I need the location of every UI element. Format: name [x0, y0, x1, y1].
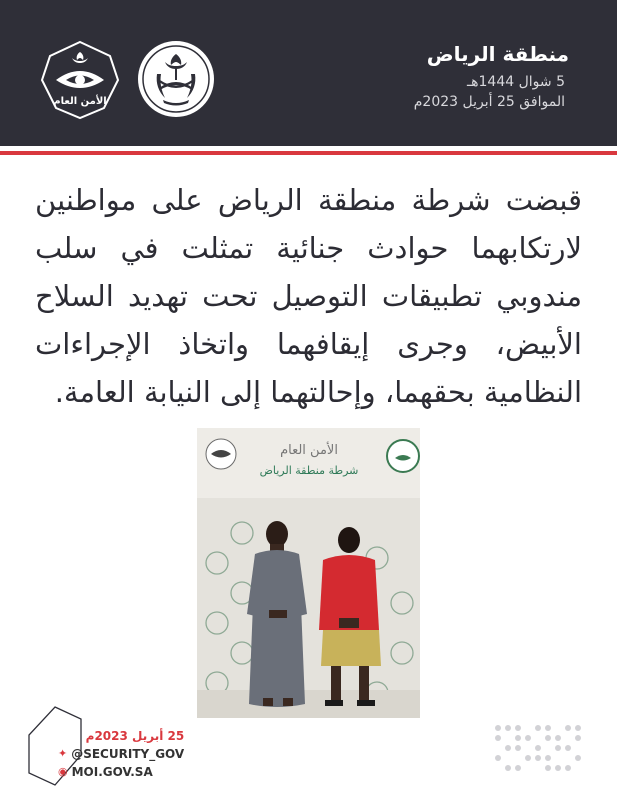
footer-twitter-row[interactable]	[58, 745, 184, 763]
accent-divider	[0, 151, 617, 155]
article-body: قبضت شرطة منطقة الرياض على مواطنين لارتكابهما حوادث جنائية تمثلت في سلب مندوبي تطبيقات التوصيل تحت تهديد السلاح الأبيض، وجرى إيقافهما واتخاذ الإجراءات النظامية بحقهما، وإحالتهما إلى النيابة العامة.	[35, 183, 582, 409]
saudi-emblem-icon	[135, 38, 217, 120]
date-hijri: 5 شوال 1444هـ	[467, 74, 565, 90]
website-url: MOI.GOV.SA	[71, 765, 153, 779]
footer-contact	[58, 727, 184, 781]
svg-text:الأمن العام: الأمن العام	[53, 96, 107, 107]
public-security-logo	[38, 38, 122, 122]
globe-icon: ◉	[58, 765, 68, 778]
svg-text:شرطة منطقة الرياض: شرطة منطقة الرياض	[259, 464, 359, 477]
date-gregorian: الموافق 25 أبريل 2023م	[413, 94, 565, 110]
twitter-icon: ✦	[58, 747, 68, 760]
footer-date: 25 أبريل 2023م	[85, 729, 185, 743]
svg-text:الأمن العام: الأمن العام	[280, 443, 338, 458]
region-title: منطقة الرياض	[426, 42, 569, 66]
footer-website-row[interactable]	[58, 763, 184, 781]
decorative-dots	[492, 722, 584, 774]
arrest-photo	[197, 428, 420, 718]
twitter-handle: @SECURITY_GOV	[71, 747, 185, 761]
